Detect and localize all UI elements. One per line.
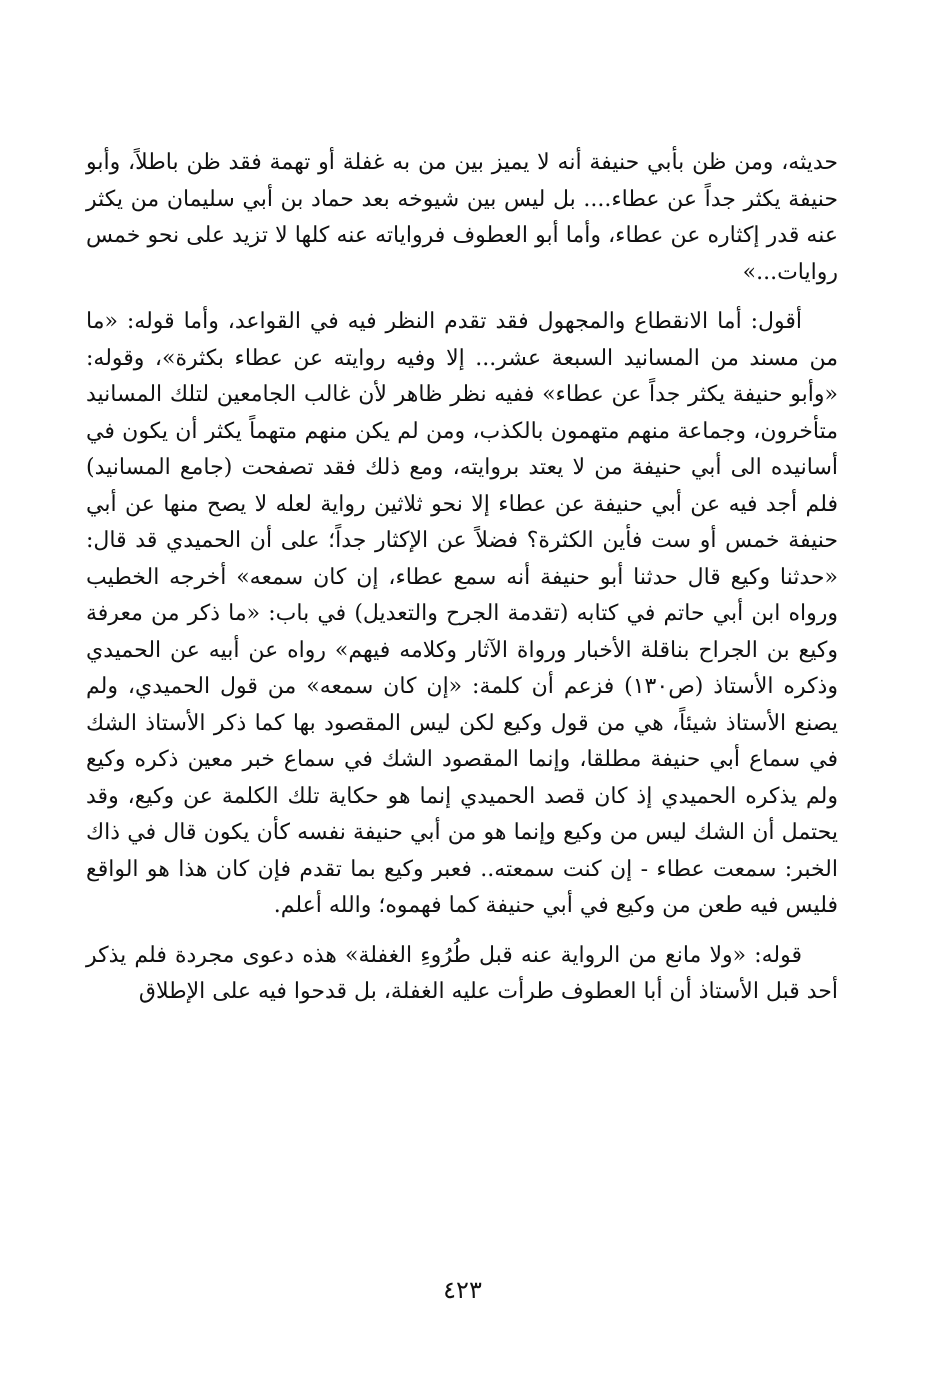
paragraph-aqulu: أقول: أما الانقطاع والمجهول فقد تقدم النظر فيه في القواعد، وأما قوله: «ما من مسند من المسانيد السبعة عشر... إلا وفيه روايته عن عطاء بكثرة»، وقوله: «وأبو حنيفة يكثر جداً عن عطاء» ففيه نظر ظاهر لأن غالب الجامعين لتلك المسانيد متأخرون، وجماعة منهم متهمون بالكذب، ومن لم يكن منهم متهماً يكثر أن يكون في أسانيده الى أبي حنيفة من لا يعتد بروايته، ومع ذلك فقد تصفحت (جامع المسانيد) فلم أجد فيه عن أبي حنيفة عن عطاء إلا نحو ثلاثين رواية لعله لا يصح منها عن أبي حنيفة خمس أو ست فأين الكثرة؟ فضلاً عن الإكثار جداً؛ على أن الحميدي قد قال: «حدثنا وكيع قال حدثنا أبو حنيفة أنه سمع عطاء، إن كان سمعه» أخرجه الخطيب ورواه ابن أبي حاتم في كتابه (تقدمة الجرح والتعديل) في باب: «ما ذكر من معرفة وكيع بن الجراح بناقلة الأخبار ورواة الآثار وكلامه فيهم» رواه عن أبيه عن الحميدي وذكره الأستاذ (ص١٣٠) فزعم أن كلمة: «إن كان سمعه» من قول الحميدي، ولم يصنع الأستاذ شيئاً، هي من قول وكيع لكن ليس المقصود بها كما ذكر الأستاذ الشك في سماع أبي حنيفة مطلقا، وإنما المقصود الشك في سماع خبر معين ذكره وكيع ولم يذكره الحميدي إذ كان قصد الحميدي إنما هو حكاية تلك الكلمة عن وكيع، وقد يحتمل أن الشك ليس من وكيع وإنما هو من أبي حنيفة نفسه كأن يكون قال في ذاك الخبر: سمعت عطاء - إن كنت سمعته.. فعبر وكيع بما تقدم فإن كان هذا هو الواقع فليس فيه طعن من وكيع في أبي حنيفة كما فهموه؛ والله أعلم. (86, 309, 838, 918)
paragraph-continuation: حديثه، ومن ظن بأبي حنيفة أنه لا يميز بين من به غفلة أو تهمة فقد ظن باطلاً، وأبو حنيفة يكثر جداً عن عطاء.... بل ليس بين شيوخه بعد حماد بن أبي سليمان من يكثر عنه قدر إكثاره عن عطاء، وأما أبو العطوف فرواياته عنه كلها لا تزيد على نحو خمس روايات...» (86, 150, 838, 285)
body-text (86, 145, 838, 1011)
page-number: ٤٢٣ (443, 1276, 482, 1304)
paragraph-qawluhu: قوله: «ولا مانع من الرواية عنه قبل طُرُوءِ الغفلة» هذه دعوى مجردة فلم يذكر أحد قبل الأستاذ أن أبا العطوف طرأت عليه الغفلة، بل قدحوا فيه على الإطلاق (86, 942, 838, 1004)
